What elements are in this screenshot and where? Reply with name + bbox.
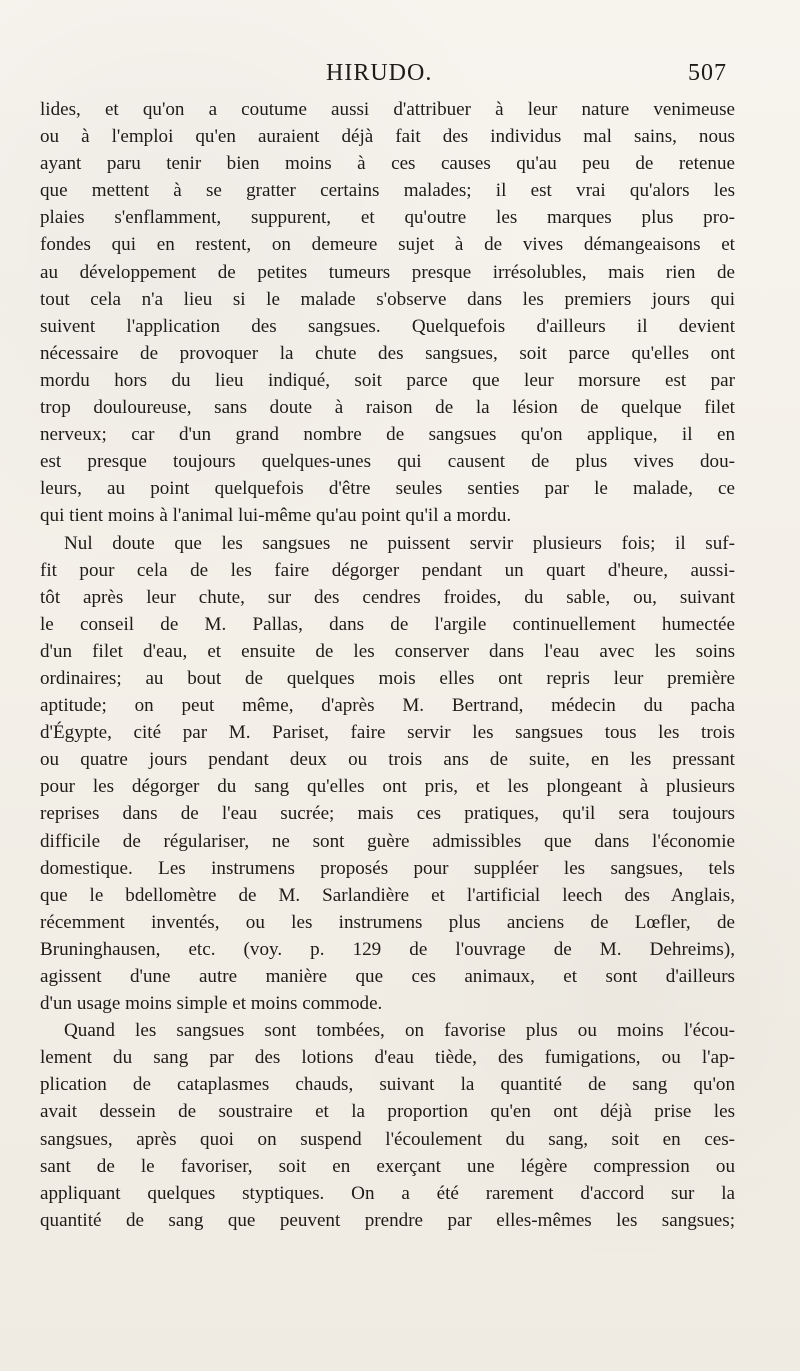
text-line: d'un usage moins simple et moins commode.	[40, 993, 383, 1015]
text-line: ayant paru tenir bien moins à ces causes qu'au peu de retenue	[40, 153, 735, 175]
text-line: plaies s'enflamment, suppurent, et qu'outre les marques plus pro-	[40, 207, 735, 229]
text-line: sant de le favoriser, soit en exerçant une légère compression ou	[40, 1155, 735, 1177]
page-number: 507	[688, 60, 727, 86]
text-line: que mettent à se gratter certains malades; il est vrai qu'alors les	[40, 180, 735, 202]
text-line: Quand les sangsues sont tombées, on favorise plus ou moins l'écou-	[64, 1020, 735, 1042]
page-header	[0, 58, 800, 92]
text-line: sangsues, après quoi on suspend l'écoulement du sang, soit en ces-	[40, 1128, 735, 1150]
text-line: lides, et qu'on a coutume aussi d'attribuer à leur nature venimeuse	[40, 99, 735, 120]
text-line: tôt après leur chute, sur des cendres froides, du sable, ou, suivant	[40, 586, 735, 608]
text-line: suivent l'application des sangsues. Quelquefois d'ailleurs il devient	[40, 315, 735, 337]
text-line: pour les dégorger du sang qu'elles ont pris, et les plongeant à plusieurs	[40, 776, 735, 798]
text-line: fit pour cela de les faire dégorger pendant un quart d'heure, aussi-	[40, 559, 735, 581]
text-line: plication de cataplasmes chauds, suivant la quantité de sang qu'on	[40, 1074, 735, 1096]
text-line: difficile de régulariser, ne sont guère admissibles que dans l'économie	[40, 830, 735, 852]
text-line: ou à l'emploi qu'en auraient déjà fait des individus mal sains, nous	[40, 126, 735, 148]
text-line: fondes qui en restent, on demeure sujet à de vives démangeaisons et	[40, 234, 735, 256]
text-line: lement du sang par des lotions d'eau tiède, des fumigations, ou l'ap-	[40, 1047, 735, 1069]
text-line: Nul doute que les sangsues ne puissent servir plusieurs fois; il suf-	[64, 532, 735, 554]
paragraph-2	[40, 530, 735, 1018]
paragraph-3	[40, 1017, 735, 1234]
text-line: que le bdellomètre de M. Sarlandière et l'artificial leech des Anglais,	[40, 884, 735, 906]
text-line: d'Égypte, cité par M. Pariset, faire servir les sangsues tous les trois	[40, 722, 735, 744]
text-line: qui tient moins à l'animal lui-même qu'au point qu'il a mordu.	[40, 505, 512, 527]
text-line: d'un filet d'eau, et ensuite de les conserver dans l'eau avec les soins	[40, 640, 735, 662]
text-line: leurs, au point quelquefois d'être seules senties par le malade, ce	[40, 478, 735, 500]
text-line: au développement de petites tumeurs presque irrésolubles, mais rien de	[40, 261, 735, 283]
running-title: HIRUDO.	[326, 60, 433, 86]
text-line: mordu hors du lieu indiqué, soit parce que leur morsure est par	[40, 369, 735, 391]
paragraph-1	[40, 96, 735, 530]
text-line: nerveux; car d'un grand nombre de sangsues qu'on applique, il en	[40, 424, 735, 446]
text-line: quantité de sang que peuvent prendre par elles-mêmes les sangsues;	[40, 1209, 735, 1231]
text-line: nécessaire de provoquer la chute des sangsues, soit parce qu'elles ont	[40, 342, 735, 364]
text-line: avait dessein de soustraire et la proportion qu'en ont déjà prise les	[40, 1101, 735, 1123]
text-line: agissent d'une autre manière que ces animaux, et sont d'ailleurs	[40, 966, 735, 987]
text-line: le conseil de M. Pallas, dans de l'argile continuellement humectée	[40, 613, 735, 635]
text-line: ou quatre jours pendant deux ou trois ans de suite, en les pressant	[40, 749, 735, 771]
text-line: tout cela n'a lieu si le malade s'observe dans les premiers jours qui	[40, 288, 735, 310]
text-line: reprises dans de l'eau sucrée; mais ces pratiques, qu'il sera toujours	[40, 803, 735, 825]
text-line: aptitude; on peut même, d'après M. Bertrand, médecin du pacha	[40, 695, 735, 717]
text-line: trop douloureuse, sans doute à raison de la lésion de quelque filet	[40, 397, 735, 419]
text-line: domestique. Les instrumens proposés pour suppléer les sangsues, tels	[40, 857, 735, 879]
text-line: ordinaires; au bout de quelques mois elles ont repris leur première	[40, 667, 735, 689]
text-line: Bruninghausen, etc. (voy. p. 129 de l'ouvrage de M. Dehreims),	[40, 938, 735, 960]
text-line: appliquant quelques styptiques. On a été rarement d'accord sur la	[40, 1182, 735, 1204]
body-text	[40, 96, 735, 1306]
text-line: récemment inventés, ou les instrumens plus anciens de Lœfler, de	[40, 911, 735, 933]
text-line: est presque toujours quelques-unes qui causent de plus vives dou-	[40, 451, 735, 473]
